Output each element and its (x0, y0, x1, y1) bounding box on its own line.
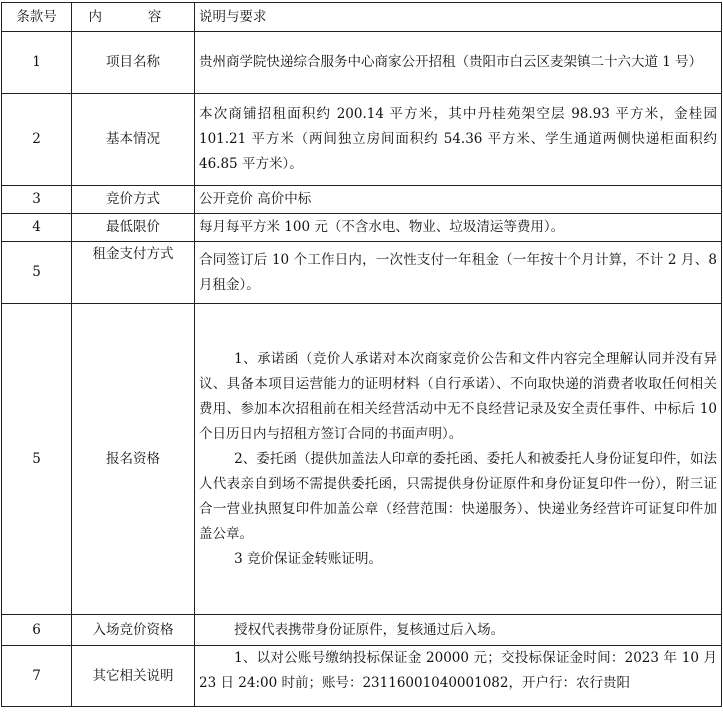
table-row (2, 646, 722, 707)
row-item: 租金支付方式 (72, 242, 195, 304)
row-no: 3 (2, 186, 72, 214)
row-desc: 授权代表携带身份证原件，复核通过后入场。 (195, 615, 722, 646)
row-item: 入场竞价资格 (72, 615, 195, 646)
row-no: 6 (2, 615, 72, 646)
row-no: 5 (2, 304, 72, 615)
row-desc: 合同签订后 10 个工作日内，一次性支付一年租金（一年按十个月计算，不计 2 月、8 月租金）。 (195, 242, 722, 304)
header-item: 内 容 (72, 3, 195, 32)
table-row (2, 186, 722, 214)
table-row (2, 304, 722, 615)
row-no: 4 (2, 214, 72, 242)
row-desc: 1、以对公账号缴纳投标保证金 20000 元；交投标保证金时间：2023 年 10 月 23 日 24:00 时前；账号：23116001040001082，开户行：农行贵阳 (195, 646, 722, 707)
table-header-row (2, 3, 722, 32)
table-row (2, 615, 722, 646)
table-row (2, 242, 722, 304)
row-item: 最低限价 (72, 214, 195, 242)
qualification-item: 1、承诺函（竞价人承诺对本次商家竞价公告和文件内容完全理解认同并没有异议、具备本项目运营能力的证明材料（自行承诺）、不向取快递的消费者收取任何相关费用、参加本次招租前在相关经营活动中无不良经营记录及安全责任事件、中标后 10 个日历日内与招租方签订合同的书面声明）。 (199, 350, 717, 442)
row-no: 2 (2, 94, 72, 186)
row-item: 其它相关说明 (72, 646, 195, 707)
row-desc: 本次商铺招租面积约 200.14 平方米，其中丹桂苑架空层 98.93 平方米，金桂园 101.21 平方米（两间独立房间面积约 54.36 平方米、学生通道两侧快递柜面积约 46.85 平方米）。 (195, 94, 722, 186)
row-desc (195, 304, 722, 615)
row-no: 5 (2, 242, 72, 304)
qualification-item: 2、委托函（提供加盖法人印章的委托函、委托人和被委托人身份证复印件，如法人代表亲自到场不需提供委托函，只需提供身份证原件和身份证复印件一份），附三证合一营业执照复印件加盖公章（经营范围：快递服务）、快递业务经营许可证复印件加盖公章。 (199, 450, 717, 542)
row-no: 7 (2, 646, 72, 707)
row-no: 1 (2, 32, 72, 94)
row-desc: 贵州商学院快递综合服务中心商家公开招租（贵阳市白云区麦架镇二十六大道 1 号） (195, 32, 722, 94)
row-desc: 每月每平方米 100 元（不含水电、物业、垃圾清运等费用）。 (195, 214, 722, 242)
row-desc: 公开竞价 高价中标 (195, 186, 722, 214)
header-no: 条款号 (2, 3, 72, 32)
qualification-item: 3 竞价保证金转账证明。 (234, 550, 382, 567)
table-row (2, 214, 722, 242)
row-item: 报名资格 (72, 304, 195, 615)
bidding-terms-table (1, 2, 722, 707)
header-desc: 说明与要求 (195, 3, 722, 32)
table-row (2, 94, 722, 186)
row-item: 项目名称 (72, 32, 195, 94)
row-item: 基本情况 (72, 94, 195, 186)
row-item: 竞价方式 (72, 186, 195, 214)
table-row (2, 32, 722, 94)
